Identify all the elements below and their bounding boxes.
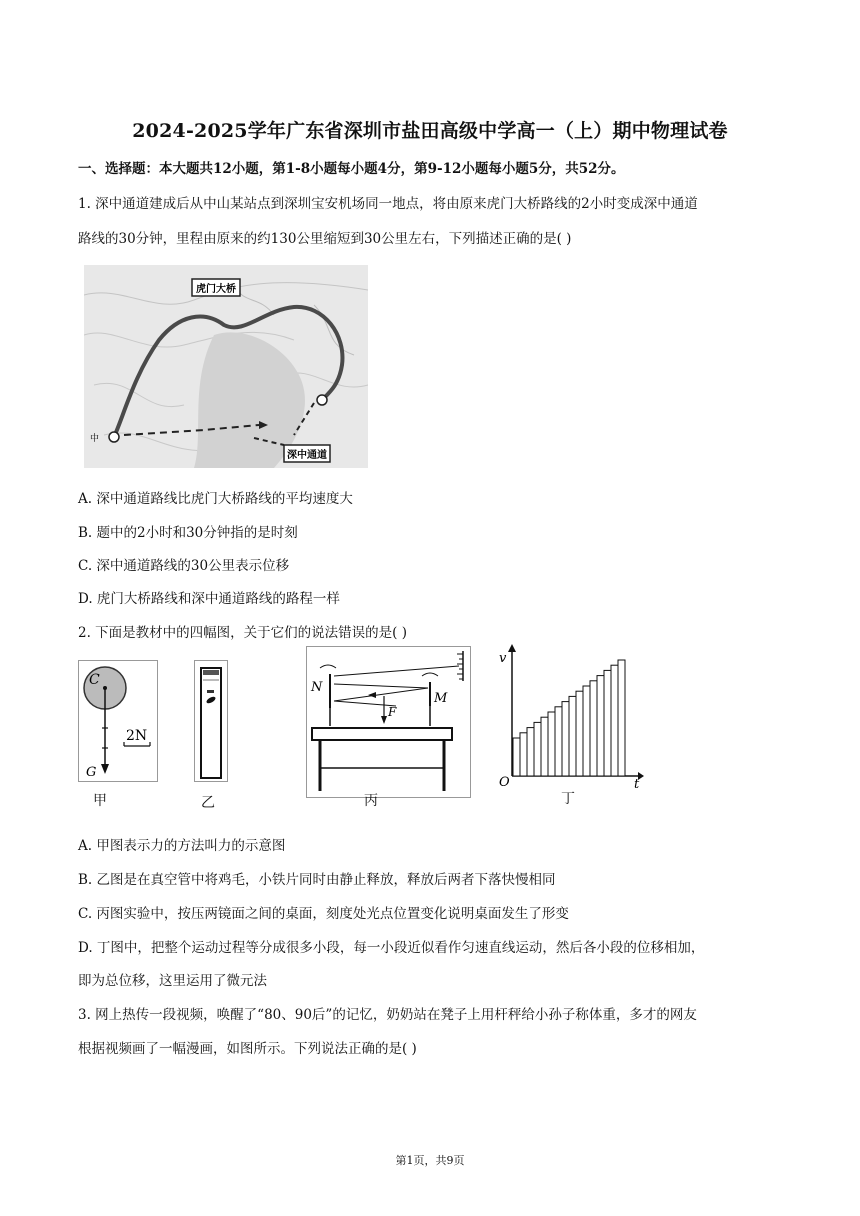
section-heading: 一、选择题：本大题共12小题，第1-8小题每小题4分，第9-12小题每小题5分，共52分。 xyxy=(78,161,625,177)
fig-ding-label-t: t xyxy=(634,777,640,790)
q2-option-c: C. 丙图实验中，按压两镜面之间的桌面，刻度处光点位置变化说明桌面发生了形变 xyxy=(78,906,569,922)
fig-bing xyxy=(306,646,471,798)
q1-option-a: A. 深中通道路线比虎门大桥路线的平均速度大 xyxy=(78,491,353,507)
fig-ding-label-v: v xyxy=(499,651,507,666)
fig-ding-bar xyxy=(534,722,541,776)
fig-bing-label-f: F xyxy=(388,705,397,719)
fig-ding-bar xyxy=(583,686,590,776)
q2-stem: 2. 下面是教材中的四幅图，关于它们的说法错误的是( ) xyxy=(78,625,407,641)
fig-yi xyxy=(194,660,228,782)
fig-yi-caption: 乙 xyxy=(201,795,215,811)
fig-jia-label-c: C xyxy=(89,672,100,688)
fig-bing-label-m: M xyxy=(434,691,448,706)
page-footer: 第1页，共9页 xyxy=(395,1154,465,1167)
fig-ding-bar xyxy=(527,728,534,776)
fig-ding-bar xyxy=(569,696,576,776)
q1-stem-line2: 路线的30分钟，里程由原来的约130公里缩短到30公里左右，下列描述正确的是( ) xyxy=(78,231,572,247)
fig-jia-label-g: G xyxy=(86,765,97,780)
fig-ding-bar xyxy=(548,712,555,776)
q3-stem-line2: 根据视频画了一幅漫画，如图所示。下列说法正确的是( ) xyxy=(78,1041,417,1057)
q1-stem-line1: 1. 深中通道建成后从中山某站点到深圳宝安机场同一地点，将由原来虎门大桥路线的2小时变成深中通道 xyxy=(78,196,698,212)
q1-option-b: B. 题中的2小时和30分钟指的是时刻 xyxy=(78,525,298,541)
fig-bing-caption: 丙 xyxy=(364,793,378,809)
q1-route-map xyxy=(84,265,368,468)
fig-ding-bar xyxy=(541,717,548,776)
fig-ding-bar xyxy=(513,738,520,776)
q2-option-d-line2: 即为总位移，这里运用了微元法 xyxy=(78,973,267,989)
fig-ding-bar xyxy=(618,660,625,776)
q1-option-d: D. 虎门大桥路线和深中通道路线的路程一样 xyxy=(78,591,340,607)
fig-ding-bar xyxy=(562,702,569,776)
fig-ding-bar xyxy=(555,707,562,776)
q1-option-c: C. 深中通道路线的30公里表示位移 xyxy=(78,558,290,574)
map-label-zhong: 中 xyxy=(90,434,100,444)
page-title: 2024-2025学年广东省深圳市盐田高级中学高一（上）期中物理试卷 xyxy=(132,120,728,142)
fig-jia xyxy=(78,660,158,782)
fig-ding-bar xyxy=(597,676,604,776)
q2-option-a: A. 甲图表示力的方法叫力的示意图 xyxy=(78,838,286,854)
fig-ding-label-o: O xyxy=(499,775,510,790)
q2-option-d-line1: D. 丁图中，把整个运动过程等分成很多小段，每一小段近似看作匀速直线运动，然后各小段的位移相加， xyxy=(78,940,705,956)
fig-ding-bar xyxy=(576,691,583,776)
fig-jia-caption: 甲 xyxy=(93,793,107,809)
fig-jia-scale: 2N xyxy=(126,728,148,744)
q2-option-b: B. 乙图是在真空管中将鸡毛，小铁片同时由静止释放，释放后两者下落快慢相同 xyxy=(78,872,556,888)
fig-ding-bar xyxy=(520,733,527,776)
fig-ding-caption: 丁 xyxy=(561,791,575,807)
q3-stem-line1: 3. 网上热传一段视频，唤醒了“80、90后”的记忆，奶奶站在凳子上用杆秤给小孙子称体重，多才的网友 xyxy=(78,1007,697,1023)
fig-ding-bar xyxy=(604,670,611,776)
fig-ding-bar xyxy=(590,681,597,776)
fig-bing-label-n: N xyxy=(311,680,323,695)
map-label-tunnel: 深中通道 xyxy=(287,450,327,461)
map-label-bridge: 虎门大桥 xyxy=(196,284,236,295)
fig-ding xyxy=(494,644,644,790)
fig-ding-bar xyxy=(611,665,618,776)
